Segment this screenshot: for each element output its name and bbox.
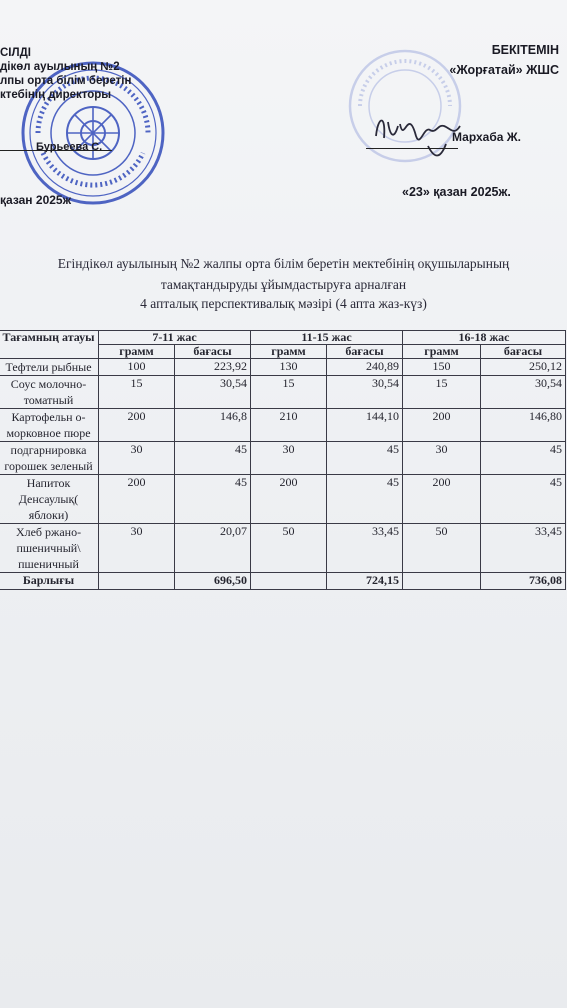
cell: 45 xyxy=(481,475,566,524)
table-row xyxy=(0,376,566,409)
document-title-line-3: 4 апталық перспективалық мәзірі (4 апта жаз-күз) xyxy=(140,296,427,311)
menu-table xyxy=(0,330,566,590)
cell: 210 xyxy=(251,409,327,442)
cell: 15 xyxy=(403,376,481,409)
left-date: қазан 2025ж xyxy=(0,193,72,207)
left-header-line: ктебінің директоры xyxy=(0,89,112,101)
cell: 223,92 xyxy=(175,359,251,376)
cell: 33,45 xyxy=(327,524,403,573)
cell: 30,54 xyxy=(327,376,403,409)
right-header-block xyxy=(449,40,559,80)
cell: 150 xyxy=(403,359,481,376)
cell: 45 xyxy=(327,475,403,524)
cell xyxy=(403,573,481,590)
cell: 45 xyxy=(175,475,251,524)
dish-name: подгарнировка горошек зеленый xyxy=(0,442,99,475)
cell: 100 xyxy=(99,359,175,376)
cell xyxy=(251,573,327,590)
approve-label: БЕКІТЕМІН xyxy=(491,43,559,57)
cell: 200 xyxy=(251,475,327,524)
approver-name: Мархаба Ж. xyxy=(452,130,521,144)
left-header-line: лпы орта білім беретін xyxy=(0,75,132,87)
cell: 15 xyxy=(99,376,175,409)
company-name: «Жорғатай» ЖШС xyxy=(449,63,559,77)
cell: 20,07 xyxy=(175,524,251,573)
dish-name: Тефтели рыбные xyxy=(0,359,99,376)
gram-header: грамм xyxy=(403,345,481,359)
document-title-line-1: Егіндікөл ауылының №2 жалпы орта білім беретін мектебінің оқушыларының xyxy=(57,256,510,271)
cell: 144,10 xyxy=(327,409,403,442)
age-group-header: 7-11 жас xyxy=(99,331,251,345)
total-value: 736,08 xyxy=(481,573,566,590)
cell: 50 xyxy=(403,524,481,573)
cell: 130 xyxy=(251,359,327,376)
cell: 146,80 xyxy=(481,409,566,442)
cell: 30 xyxy=(403,442,481,475)
dish-name: Хлеб ржано-пшеничный\ пшеничный xyxy=(0,524,99,573)
left-signer-name: Бурьеева С. xyxy=(36,141,103,153)
total-value: 696,50 xyxy=(175,573,251,590)
cell: 30,54 xyxy=(175,376,251,409)
cell: 240,89 xyxy=(327,359,403,376)
dish-name: Напиток Денсаулық( яблоки) xyxy=(0,475,99,524)
age-group-header: 11-15 жас xyxy=(251,331,403,345)
cell: 45 xyxy=(175,442,251,475)
cell: 200 xyxy=(403,409,481,442)
total-row xyxy=(0,573,566,590)
dish-name-header: Тағамның атауы xyxy=(0,331,99,359)
cell: 146,8 xyxy=(175,409,251,442)
total-label: Барлығы xyxy=(0,573,99,590)
left-header-line: СІЛДІ xyxy=(0,47,31,59)
cell: 250,12 xyxy=(481,359,566,376)
cell: 50 xyxy=(251,524,327,573)
age-group-header: 16-18 жас xyxy=(403,331,566,345)
cell: 45 xyxy=(481,442,566,475)
table-row xyxy=(0,524,566,573)
cell: 30,54 xyxy=(481,376,566,409)
cell: 200 xyxy=(99,475,175,524)
approver-signature xyxy=(368,96,464,166)
price-header: бағасы xyxy=(175,345,251,359)
cell: 200 xyxy=(99,409,175,442)
table-row xyxy=(0,409,566,442)
document-title-line-2: тамақтандыруды ұйымдастыруға арналған xyxy=(160,277,407,292)
gram-header: грамм xyxy=(99,345,175,359)
price-header: бағасы xyxy=(481,345,566,359)
table-row xyxy=(0,359,566,376)
cell: 200 xyxy=(403,475,481,524)
dish-name: Соус молочно-томатный xyxy=(0,376,99,409)
total-value: 724,15 xyxy=(327,573,403,590)
cell: 30 xyxy=(99,442,175,475)
cell: 45 xyxy=(327,442,403,475)
left-header-line: дікөл ауылының №2 xyxy=(0,61,120,73)
cell: 15 xyxy=(251,376,327,409)
cell xyxy=(99,573,175,590)
price-header: бағасы xyxy=(327,345,403,359)
cell: 30 xyxy=(99,524,175,573)
table-row xyxy=(0,475,566,524)
table-row xyxy=(0,442,566,475)
dish-name: Картофельн о-морковное пюре xyxy=(0,409,99,442)
gram-header: грамм xyxy=(251,345,327,359)
right-date: «23» қазан 2025ж. xyxy=(402,185,511,199)
cell: 33,45 xyxy=(481,524,566,573)
approver-signature-line xyxy=(366,148,458,149)
left-header-block xyxy=(0,46,131,102)
cell: 30 xyxy=(251,442,327,475)
